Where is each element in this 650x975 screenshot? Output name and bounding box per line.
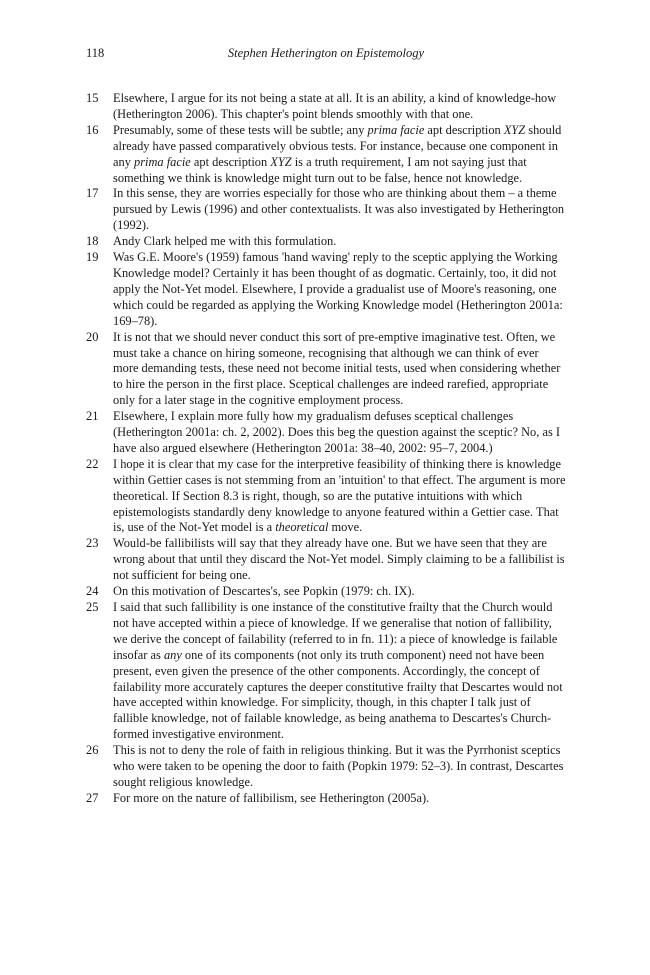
endnote xyxy=(86,250,566,330)
endnote-text xyxy=(113,536,566,584)
endnote xyxy=(86,234,566,250)
endnote-text xyxy=(113,743,566,791)
endnote-number: 22 xyxy=(86,456,99,471)
endnote-text xyxy=(113,91,566,123)
endnote-text-segment: Elsewhere, I argue for its not being a state at all. It is an ability, a kind of knowledge-how (Hetherington 2006). This chapter's point blends smoothly with that one. xyxy=(113,91,560,121)
endnote-number: 21 xyxy=(86,409,99,424)
endnote-number: 27 xyxy=(86,790,99,805)
endnotes-list xyxy=(86,91,569,807)
endnote xyxy=(86,584,566,600)
running-title: Stephen Hetherington on Epistemology xyxy=(227,46,425,60)
endnote-number: 26 xyxy=(86,743,99,758)
endnote-text-segment: I hope it is clear that my case for the interpretive feasibility of thinking there is knowledge within Gettier cases is not stemming from an 'intuition' to that effect. The argument is more theoretical. If Section 8.3 is right, though, so are the putative intuitions with which epistemologists standardly deny knowledge to anyone featured within a Gettier case. That is, use of the Not-Yet model is a xyxy=(113,456,569,535)
endnote-text xyxy=(113,250,566,330)
endnote-number: 25 xyxy=(86,600,99,614)
endnote xyxy=(86,91,566,123)
endnote-text-segment: apt description xyxy=(190,154,271,169)
endnote-text-segment: move. xyxy=(328,520,363,535)
endnote-text-segment: In this sense, they are worries especially for those who are thinking about them – a theme pursued by Lewis (1996) and other contextualists. It was also investigated by Hetherington (1992). xyxy=(113,186,568,233)
endnote-italic-text: any xyxy=(163,647,182,662)
endnote-text-segment: apt description xyxy=(424,122,504,137)
endnote-text-segment: This is not to deny the role of faith in religious thinking. But it was the Pyrrhonist sceptics who were taken to be opening the door to faith (Popkin 1979: 52–3). In contrast, Descartes sought religious knowledge. xyxy=(113,743,567,789)
endnote-text-segment: should already have passed comparatively obvious tests. For instance, because one component in any xyxy=(113,122,565,169)
endnote-text-segment: Elsewhere, I explain more fully how my gradualism defuses sceptical challenges (Hetherington 2001a: ch. 2, 2002). Does this beg the question against the sceptic? No, as I have also argued elsewhere (Hetherington 2001a: 38–40, 2002: 95–7, 2004.) xyxy=(113,409,564,455)
endnote-text xyxy=(113,600,566,743)
endnote-text xyxy=(113,330,566,410)
endnote-text-segment: On this motivation of Descartes's, see Popkin (1979: ch. IX). xyxy=(113,584,415,599)
endnote-text xyxy=(113,186,566,234)
endnote xyxy=(86,123,566,187)
endnote-italic-text: prima facie xyxy=(134,154,191,169)
endnote-number: 17 xyxy=(86,186,99,201)
endnote xyxy=(86,600,566,743)
endnote-text xyxy=(113,584,566,600)
endnote xyxy=(86,743,566,791)
endnote-text-segment: is a truth requirement, I am not saying just that something we think is knowledge might turn out to be false, hence not knowledge. xyxy=(113,154,530,185)
endnote-number: 24 xyxy=(86,584,99,599)
endnote-number: 19 xyxy=(86,250,99,265)
endnote-text-segment: Would-be fallibilists will say that they already have one. But we have seen that they are wrong about that until they discard the Not-Yet model. Simply claiming to be a fallibilist is not sufficient for being one. xyxy=(113,536,568,583)
endnote-text xyxy=(113,409,566,457)
endnote-number: 20 xyxy=(86,329,99,344)
endnote-text-segment: Was G.E. Moore's (1959) famous 'hand waving' reply to the sceptic applying the Working Knowledge model? Certainly it has been thought of as dogmatic. Certainly, too, it did not apply the Not-Yet model. Elsewhere, I provide a gradualist use of Moore's reasoning, one which could be regarded as applying the Working Knowledge model (Hetherington 2001a: 169–78). xyxy=(113,250,566,328)
endnote-text-segment: Presumably, some of these tests will be subtle; any xyxy=(113,122,368,137)
endnote xyxy=(86,536,566,584)
endnote-text xyxy=(113,234,566,250)
endnote-text-segment: Andy Clark helped me with this formulation. xyxy=(113,234,337,249)
endnote-italic-text: XYZ xyxy=(270,154,292,169)
endnote-text-segment: For more on the nature of fallibilism, see Hetherington (2005a). xyxy=(113,790,430,805)
endnote-text-segment: I said that such fallibility is one instance of the constitutive frailty that the Church would not have accepted within a piece of knowledge. If we generalise that notion of fallibility, we derive the concept of failability (referred to in fn. 11): a piece of knowledge is failable insofar as xyxy=(113,600,561,662)
endnote-text-segment: one of its components (not only its truth component) need not have been present, even given the presence of the other components. Accordingly, the concept of failability more accurately captures the deeper constitutive frailty that Descartes would not have accepted within knowledge. For simplicity, though, in this chapter I talk just of fallible knowledge, not of failable knowledge, as being anathema to Descartes's Church-formed investigative environment. xyxy=(113,647,566,742)
endnote xyxy=(86,791,566,807)
endnote-italic-text: XYZ xyxy=(503,122,526,137)
endnote-text xyxy=(113,456,569,537)
endnote xyxy=(86,330,566,410)
endnote-text xyxy=(113,123,566,187)
endnote-number: 15 xyxy=(86,91,99,105)
endnote-number: 23 xyxy=(86,536,99,551)
endnote xyxy=(86,456,569,537)
endnote-number: 16 xyxy=(86,122,99,137)
endnote-italic-text: prima facie xyxy=(367,122,425,137)
endnote-number: 18 xyxy=(86,234,99,249)
endnote-italic-text: theoretical xyxy=(275,520,329,535)
endnote xyxy=(86,186,566,234)
endnote-text-segment: It is not that we should never conduct this sort of pre-emptive imaginative test. Often, we must take a chance on hiring someone, recognising that although we can think of ever more demanding tests, these need not become initial tests, used when considering whether to hire the person in the first place. Sceptical challenges are indeed rarefied, appropriate only for a later stage in the cognitive employment process. xyxy=(113,329,564,408)
page-number: 118 xyxy=(86,46,105,60)
endnote-text xyxy=(113,791,566,807)
endnote xyxy=(86,409,566,457)
page-header xyxy=(86,46,566,66)
